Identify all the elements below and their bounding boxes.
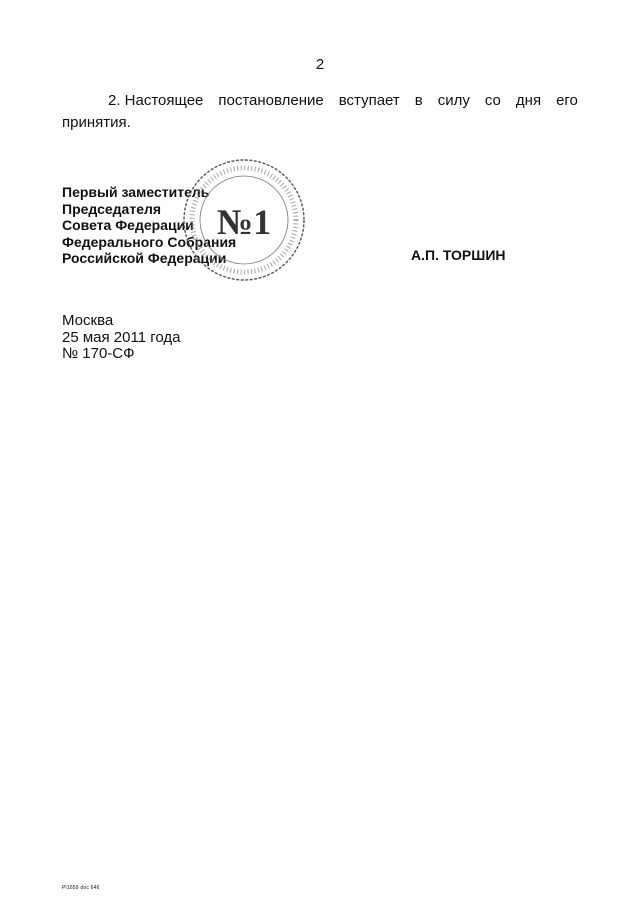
position-line: Первый заместитель [62,184,210,200]
official-stamp [182,158,306,282]
paragraph-word: со [484,92,501,109]
paragraph-word: в [414,92,423,109]
date: 25 мая 2011 года [62,328,181,346]
position-line: Российской Федерации [62,250,227,266]
footer-code: Pl1659 doc 646 [62,885,100,891]
paragraph-line-2: принятия. [62,114,131,131]
position-line: Федерального Собрания [62,233,237,250]
stamp-number: №1 [216,202,272,242]
paragraph-word: вступает [338,92,400,109]
resolution-paragraph [62,90,578,134]
paragraph-word: силу [437,92,470,109]
place: Москва [62,312,114,329]
paragraph-word: 2. Настоящее [108,92,204,109]
page-number: 2 [315,56,325,73]
paragraph-word: постановление [218,92,324,109]
signatory-name: А.П. ТОРШИН [411,247,506,263]
paragraph-word: дня [515,92,542,109]
document-details [62,313,180,363]
position-line: Председателя [62,200,162,217]
paragraph-word: его [556,92,578,109]
position-line: Совета Федерации [62,217,194,233]
document-number: № 170-СФ [62,345,135,362]
paragraph-line-1 [62,90,578,112]
